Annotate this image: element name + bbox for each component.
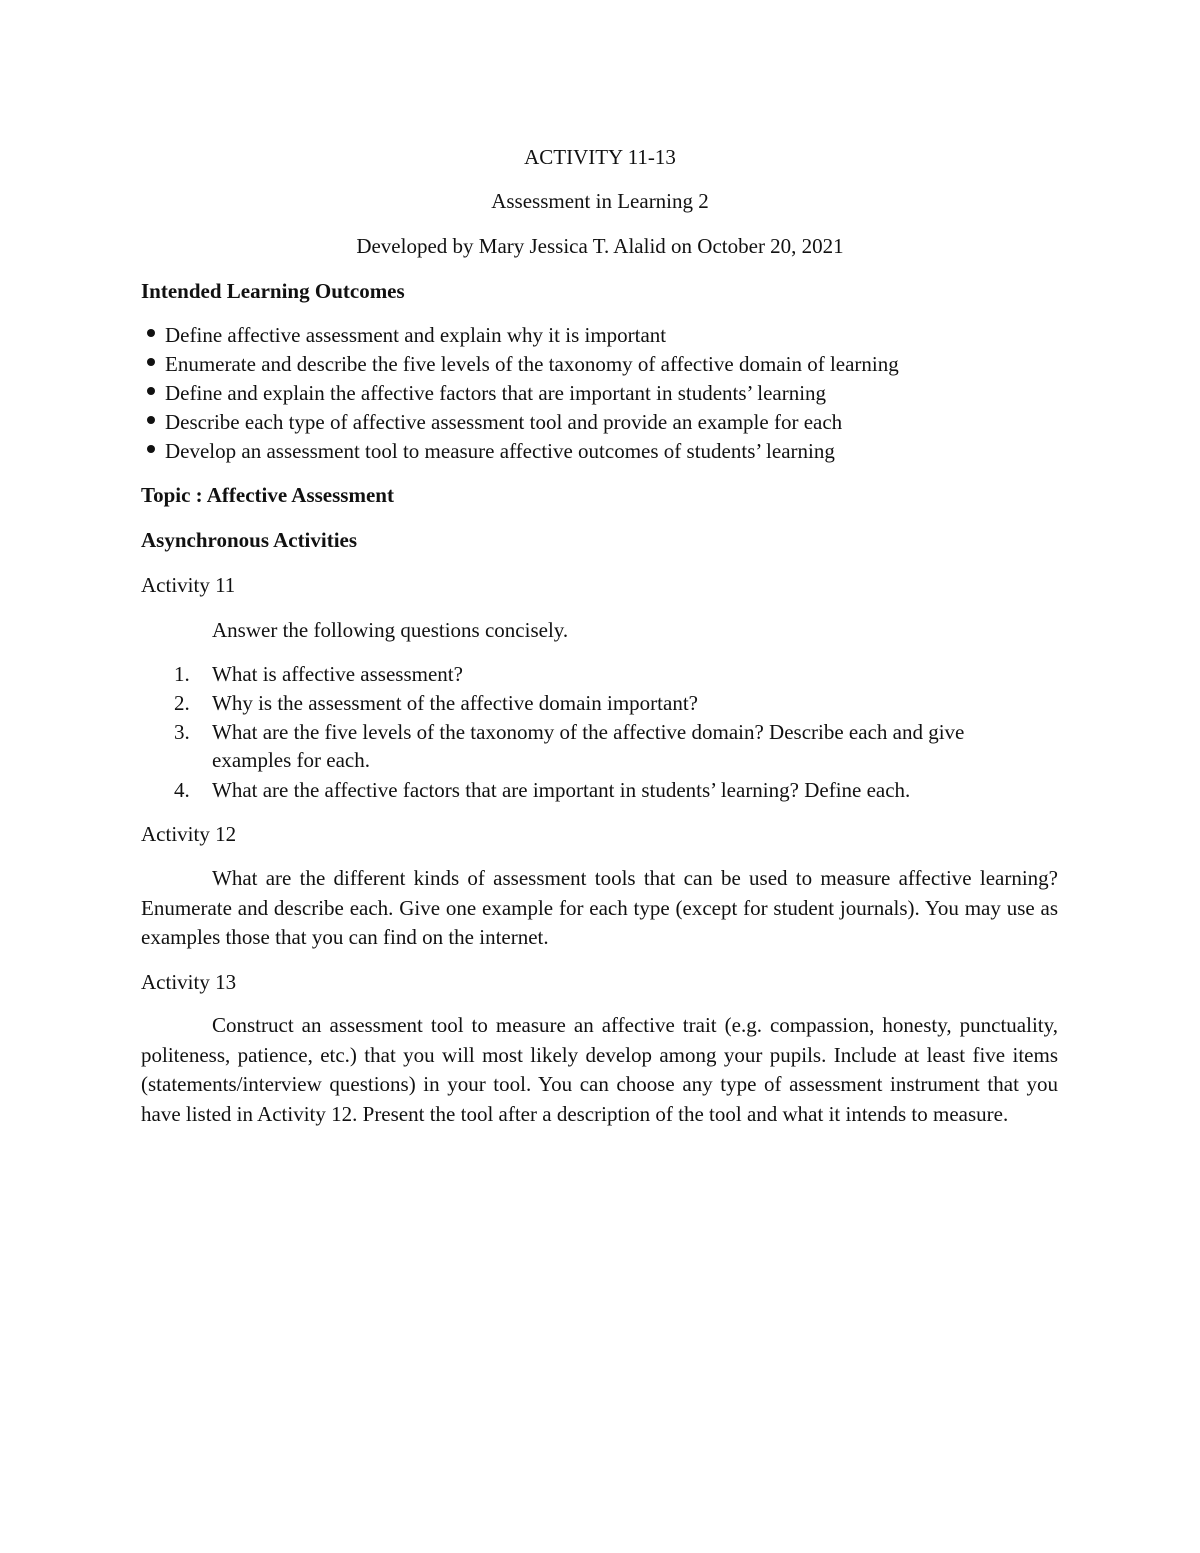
list-item: Enumerate and describe the five levels of the taxonomy of affective domain of learning: [165, 352, 899, 376]
question-number: 1.: [174, 662, 190, 686]
document-title: ACTIVITY 11-13: [524, 145, 676, 169]
question-text: What is affective assessment?: [212, 662, 463, 686]
activity-13-body: Construct an assessment tool to measure an affective trait (e.g. compassion, honesty, punctuality, politeness, patience, etc.) that you will most likely develop among your pupils. Include at least five items (statements/interview questions) in your tool. You can choose any type of assessment instrument that you have listed in Activity 12. Present the tool after a description of the tool and what it intends to measure.: [141, 1013, 1058, 1126]
author-line: Developed by Mary Jessica T. Alalid on October 20, 2021: [356, 234, 844, 258]
activity-11-title: Activity 11: [141, 573, 236, 597]
question-text: What are the five levels of the taxonomy of the affective domain? Describe each and give: [212, 720, 965, 744]
question-text-continued: examples for each.: [212, 748, 371, 772]
list-item: Develop an assessment tool to measure affective outcomes of students’ learning: [165, 439, 835, 463]
activity-12-body: What are the different kinds of assessment tools that can be used to measure affective learning? Enumerate and describe each. Give one example for each type (except for student journals). You may use as examples those that you can find on the internet.: [141, 866, 1058, 949]
activity-13-title: Activity 13: [141, 970, 237, 994]
bullet-icon: [147, 358, 155, 366]
bullet-icon: [147, 387, 155, 395]
question-number: 2.: [174, 691, 190, 715]
question-text: What are the affective factors that are important in students’ learning? Define each.: [212, 778, 911, 802]
topic-heading: Topic : Affective Assessment: [141, 483, 394, 507]
list-item: Define and explain the affective factors that are important in students’ learning: [165, 381, 827, 405]
outcomes-heading: Intended Learning Outcomes: [141, 279, 405, 303]
question-number: 4.: [174, 778, 190, 802]
question-number: 3.: [174, 720, 190, 744]
async-heading: Asynchronous Activities: [141, 528, 358, 552]
bullet-icon: [147, 416, 155, 424]
list-item: Describe each type of affective assessment tool and provide an example for each: [165, 410, 843, 434]
bullet-icon: [147, 329, 155, 337]
activity-12-title: Activity 12: [141, 822, 237, 846]
question-text: Why is the assessment of the affective domain important?: [212, 691, 698, 715]
list-item: Define affective assessment and explain why it is important: [165, 323, 667, 347]
course-name: Assessment in Learning 2: [491, 189, 709, 213]
bullet-icon: [147, 445, 155, 453]
activity-11-instruction: Answer the following questions concisely.: [212, 618, 569, 642]
